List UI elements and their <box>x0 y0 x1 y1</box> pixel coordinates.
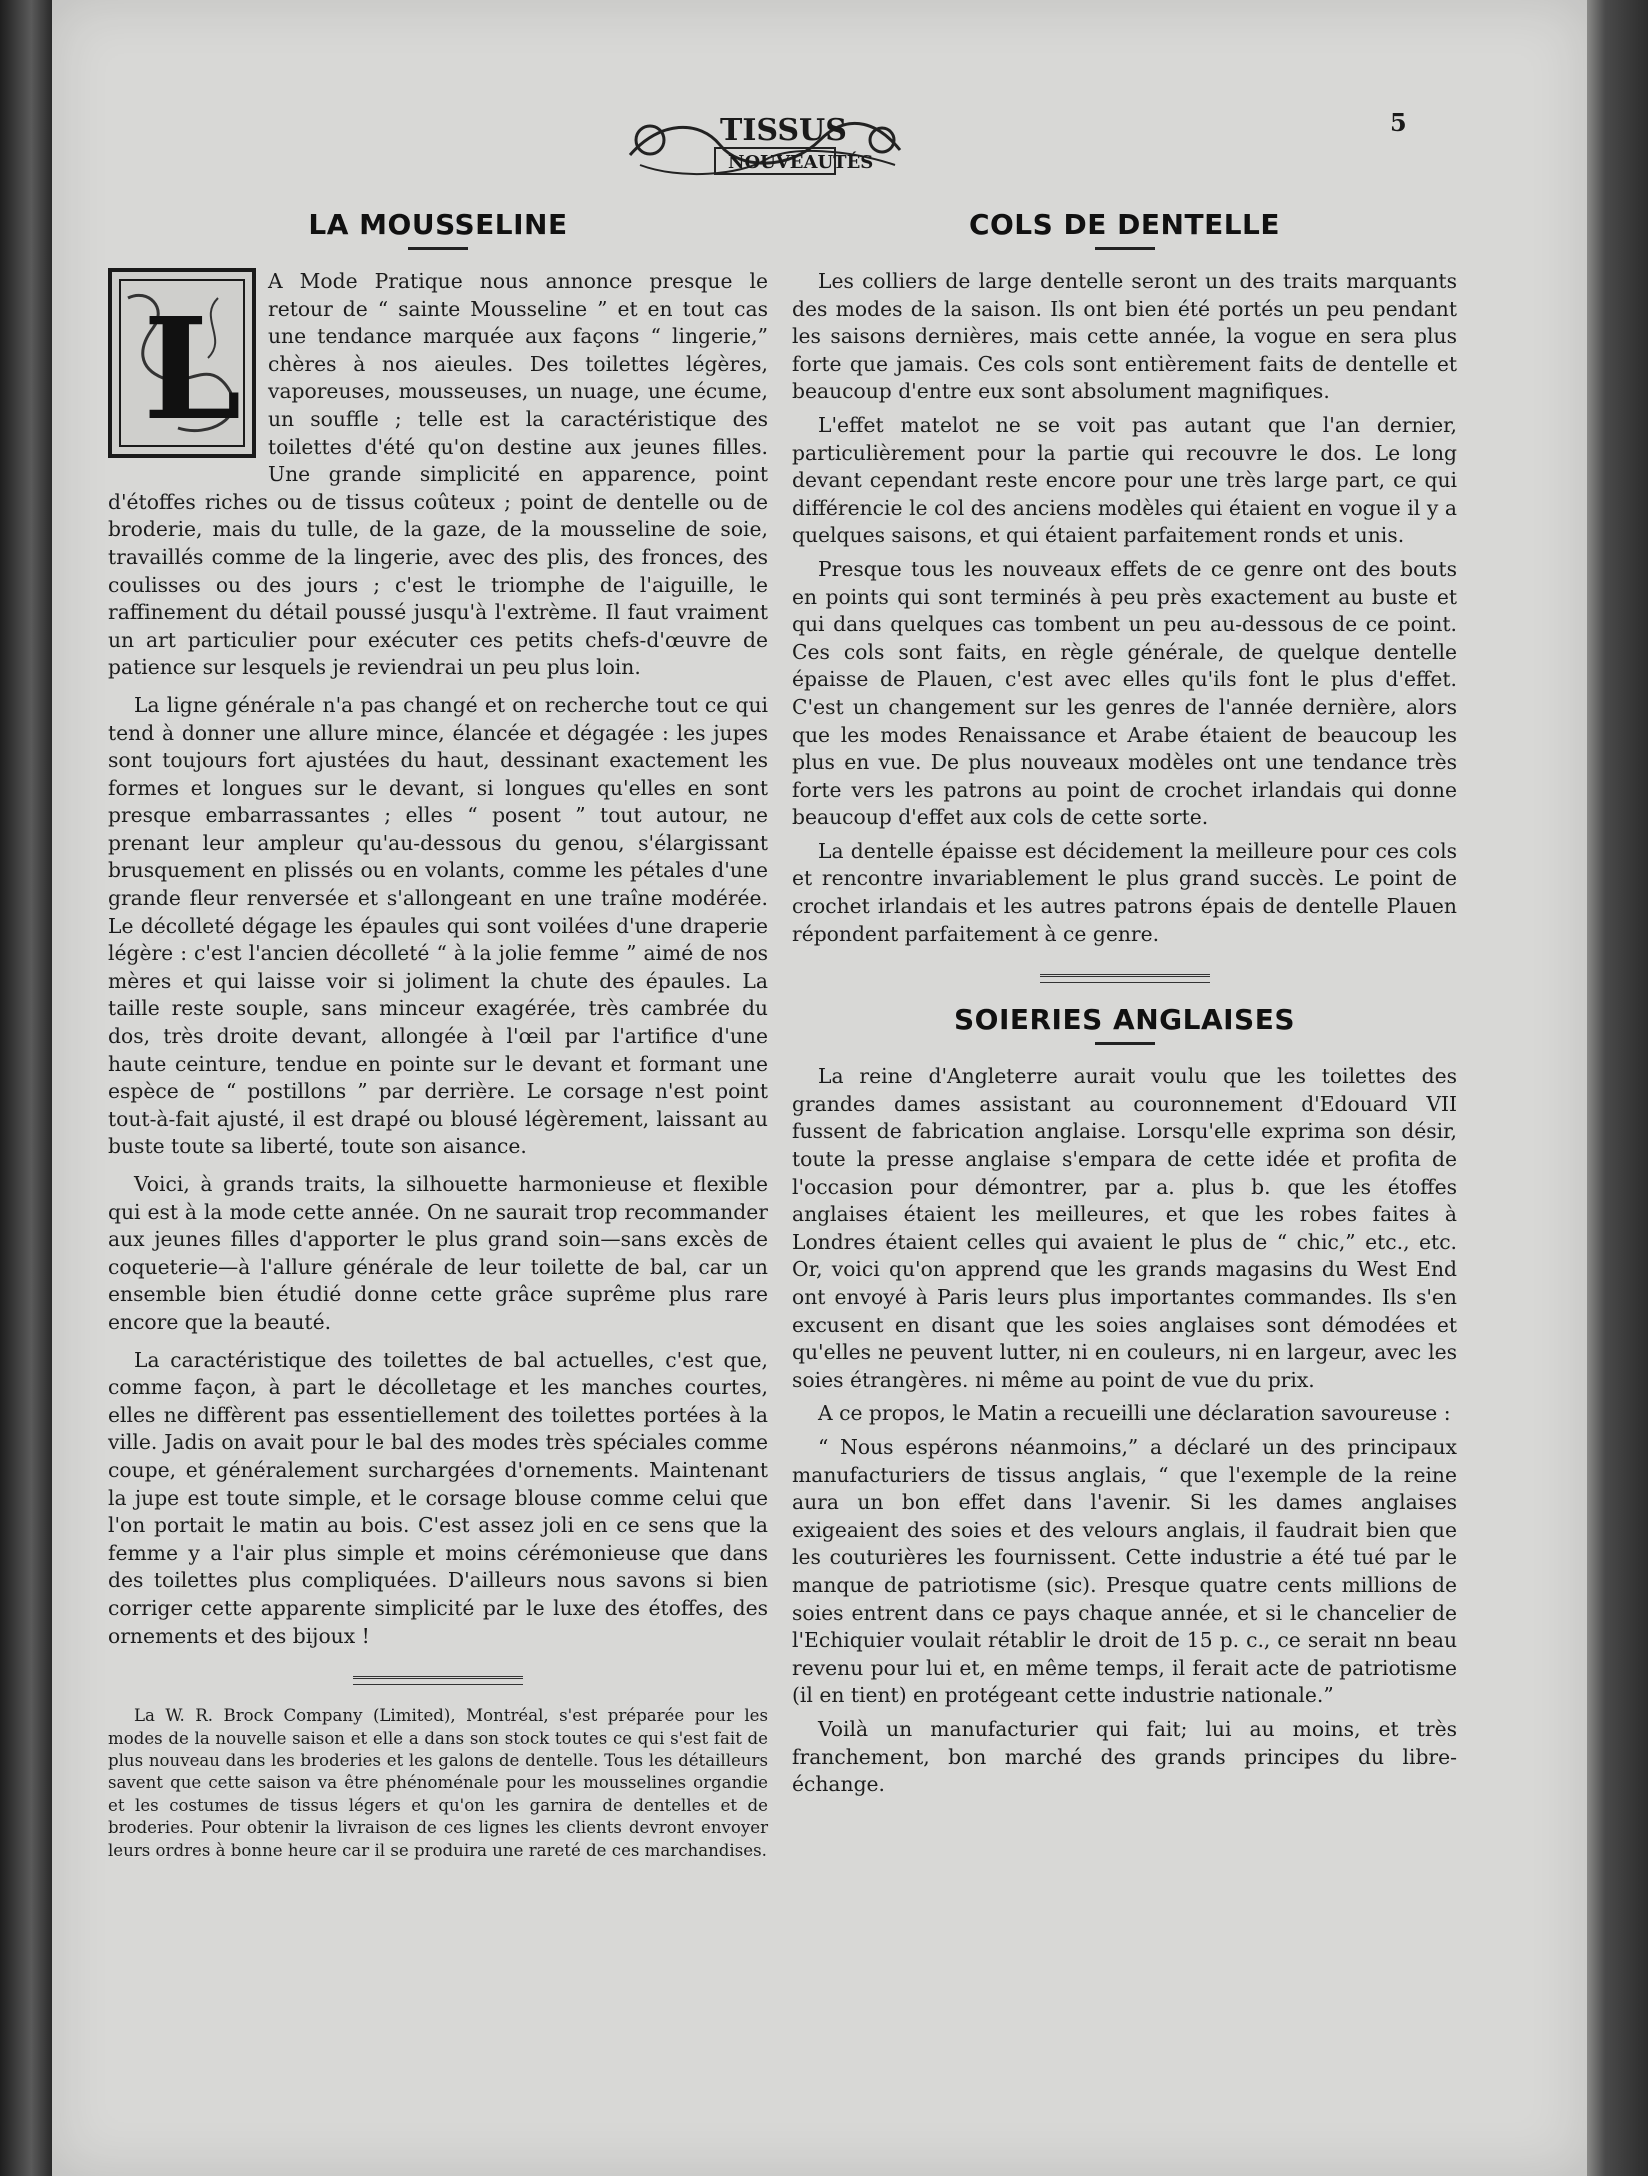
title-rule <box>1095 247 1155 250</box>
article-title-cols: COLS DE DENTELLE <box>968 208 1281 241</box>
right-binding-edge <box>1587 0 1648 2176</box>
svg-text:L: L <box>143 288 242 452</box>
cols-paragraph-2: L'effet matelot ne se voit pas autant que l'an dernier, particulièrement pour la partie qui recouvre le dos. Le long devant cependant reste encore pour une très large part, ce qui différencie le col des anciens modèles qui étaient en vogue il y a quelques saisons, et qui étaient parfaitement ronds et unis. <box>792 412 1457 548</box>
masthead-logo <box>620 100 910 185</box>
soieries-paragraph-3: “ Nous espérons néanmoins,” a déclaré un des principaux manufacturiers de tissus anglais, “ que l'exemple de la reine aura un bon effet dans l'avenir. Si les dames anglaises exigeaient des soies et des velours anglais, il faudrait bien que les couturières les fournissent. Cette industrie a été tué par le manque de patriotisme (sic). Presque quatre cents millions de soies entrent dans ce pays chaque année, et si le chancelier de l'Echiquier voulait rétablir le droit de 15 p. c., ce serait nn beau revenu pour lui et, en même temps, il ferait acte de patriotisme (il en tient) en protégeant cette industrie nationale.” <box>792 1434 1457 1708</box>
cols-paragraph-1: Les colliers de large dentelle seront un des traits marquants des modes de la saison. Ils ont bien été portés un peu pendant les saisons dernières, mais cette année, la vogue en sera plus forte que jamais. Ces cols sont entièrement faits de dentelle et beaucoup d'entre eux sont absolument magnifiques. <box>792 269 1457 404</box>
dropcap-paragraph <box>108 268 768 682</box>
soieries-paragraph-1: La reine d'Angleterre aurait voulu que les toilettes des grandes dames assistant au couronnement d'Edouard VII fussent de fabrication anglaise. Lorsqu'elle exprima son désir, toute la presse anglaise s'empara de cette idée et profita de l'occasion pour démontrer, par a. plus b. que les étoffes anglaises étaient les meilleures, et que les robes faites à Londres étaient celles qui avaient le plus de “ chic,” etc., etc. Or, voici qu'on apprend que les grands magasins du West End ont envoyé à Paris leurs plus importantes commandes. Ils s'en excusent en disant que les soies anglaises sont démodées et qu'elles ne peuvent lutter, ni en couleurs, ni en largeur, avec les soies étrangères. ni même au point de vue du prix. <box>792 1064 1457 1392</box>
brock-company-note-text: La W. R. Brock Company (Limited), Montréal, s'est préparée pour les modes de la nouvelle saison et elle a dans son stock toutes ce qui s'est fait de plus nouveau dans les broderies et les galons de dentelle. Tous les détailleurs savent que cette saison va être phénoménale pour les mousselines organdie et les costumes de tissus légers et qu'on les garnira de dentelles et de broderies. Pour obtenir la livraison de ces lignes les clients devront envoyer leurs ordres à bonne heure car il se produira une rareté de ces marchandises. <box>108 1706 768 1860</box>
cols-paragraph-4: La dentelle épaisse est décidement la meilleure pour ces cols et rencontre invariablement le plus grand succès. Le point de crochet irlandais et les autres patrons épais de dentelle Plauen répondent parfaitement à ce genre. <box>792 838 1457 946</box>
left-page-edge <box>0 0 52 2176</box>
mousseline-paragraph-4: La caractéristique des toilettes de bal actuelles, c'est que, comme façon, à part le décolletage et les manches courtes, elles ne diffèrent pas essentiellement des toilettes portées à la ville. Jadis on avait pour le bal des modes très spéciales comme coupe, et généralement surchargées d'ornements. Maintenant la jupe est toute simple, et le corsage blouse comme celui que l'on portait le matin au bois. C'est assez joli en ce sens que la femme y a l'air plus simple et moins cérémonieuse que dans des toilettes plus compliquées. D'ailleurs nous savons si bien corriger cette apparente simplicité par le luxe des étoffes, des ornements et des bijoux ! <box>108 1347 768 1648</box>
mousseline-paragraph-1: A Mode Pratique nous annonce presque le retour de “ sainte Mousseline ” et en tout cas une tendance marquée aux façons “ lingerie,” chères à nos aieules. Des toilettes légères, vaporeuses, mousseuses, un nuage, une écume, un souffle ; telle est la caractéristique des toilettes d'été qu'on destine aux jeunes filles. Une grande simplicité en apparence, point d'étoffes riches ou de tissus coûteux ; point de dentelle ou de broderie, mais du tulle, de la gaze, de la mousseline de soie, travaillés comme de la lingerie, avec des plis, des fronces, des coulisses ou des jours ; c'est le triomphe de l'aiguille, le raffinement du détail poussé jusqu'à l'extrème. Il faut vraiment un art particulier pour exécuter ces petits chefs-d'œuvre de patience sur lesquels je reviendrai un peu plus loin. <box>108 269 768 680</box>
article-title-mousseline: LA MOUSSELINE <box>308 208 568 241</box>
brock-company-note <box>108 1705 768 1862</box>
cols-paragraph-3: Presque tous les nouveaux effets de ce genre ont des bouts en points qui sont terminés à peu près exactement au buste et qui dans quelques cas tombent un peu au-dessous de ce point. Ces cols sont faits, en règle générale, de quelque dentelle épaisse de Plauen, c'est avec elles qu'ils font le plus d'effet. C'est un changement sur les genres de l'année dernière, alors que les modes Renaissance et Arabe étaient de beaucoup les plus en vue. De plus nouveaux modèles ont une tendance très forte vers les patrons au point de crochet irlandais qui donne beaucoup d'effet aux cols de cette sorte. <box>792 556 1457 830</box>
title-rule <box>1095 1042 1155 1045</box>
title-rule <box>408 247 468 250</box>
ornamental-dropcap-icon <box>108 268 256 458</box>
left-column <box>108 208 768 1862</box>
mousseline-paragraph-2: La ligne générale n'a pas changé et on recherche tout ce qui tend à donner une allure mince, élancée et dégagée : les jupes sont toujours fort ajustées du haut, dessinant exactement les formes et longues sur le devant, si longues qu'elles en sont presque embarrassantes ; elles “ posent ” tout autour, ne prenant leur ampleur qu'au-dessous du genou, s'élargissant brusquement en plissés ou en volants, comme les pétales d'une grande fleur renversée et s'allongeant en une traîne modérée. Le décolleté dégage les épaules qui sont voilées d'une draperie légère : c'est l'ancien décolleté “ à la jolie femme ” aimé de nos mères et qui laisse voir si joliment la chute des épaules. La taille reste souple, sans minceur exagérée, très cambrée du dos, très droite devant, allongée à l'œil par l'artifice d'une haute ceinture, tendue en pointe sur le devant et formant une espèce de “ postillons ” par derrière. Le corsage n'est point tout-à-fait ajusté, il est drapé ou blousé légèrement, laissant au buste toute sa liberté, toute son aisance. <box>108 692 768 1159</box>
masthead-text: TISSUS <box>720 113 847 148</box>
page-number: 5 <box>1390 108 1407 137</box>
soieries-paragraph-2: A ce propos, le Matin a recueilli une déclaration savoureuse : <box>818 1401 1451 1426</box>
article-title-soieries: SOIERIES ANGLAISES <box>953 1003 1295 1037</box>
section-divider <box>353 1676 523 1685</box>
right-column <box>792 208 1457 1799</box>
masthead-ornament-icon <box>620 100 910 185</box>
mousseline-paragraph-3: Voici, à grands traits, la silhouette harmonieuse et flexible qui est à la mode cette année. On ne saurait trop recommander aux jeunes filles d'apporter le plus grand soin—sans excès de coqueterie—à l'allure générale de leur toilette de bal, car un ensemble bien étudié donne cette grâce suprême plus rare encore que la beauté. <box>108 1172 768 1334</box>
masthead-subtext: NOUVEAUTÉS <box>728 152 874 173</box>
section-divider <box>1040 974 1210 983</box>
soieries-paragraph-4: Voilà un manufacturier qui fait; lui au moins, et très franchement, bon marché des grands principes du libre-échange. <box>792 1716 1457 1797</box>
